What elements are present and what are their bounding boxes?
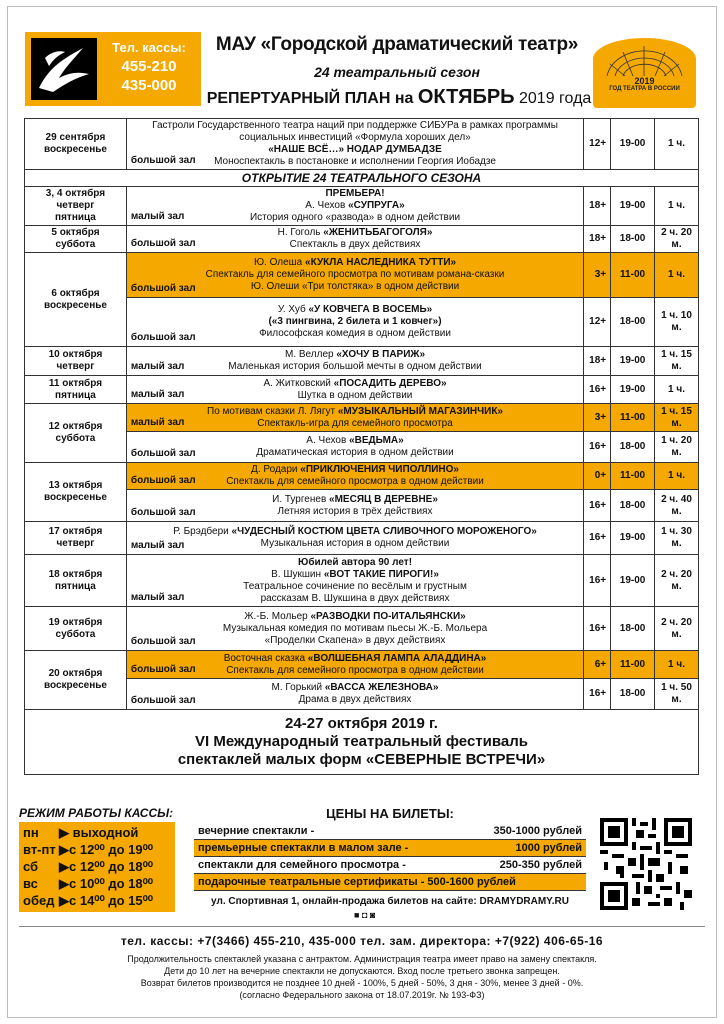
hall: большой зал: [130, 695, 196, 706]
play-title: «ХОЧУ В ПАРИЖ»: [336, 349, 426, 360]
table-row: [25, 651, 699, 679]
play-desc: Маленькая история большой мечты в одном действии: [228, 361, 482, 372]
age-cell: [584, 490, 611, 522]
note-children: Дети до 10 лет на вечерние спектакли не допускаются. Вход после третьего звонка запрещен.: [164, 966, 560, 976]
play-desc: Театральное сочинение по весёлым и грустным: [243, 580, 467, 592]
duration-cell: 1 ч. 15 м.: [655, 347, 699, 376]
play-desc: Моноспектакль в постановке и исполнении Георгия Иобадзе: [214, 156, 496, 167]
festival-name: VI Международный театральный фестиваль: [195, 733, 528, 750]
age-rating: 3+: [594, 269, 607, 280]
time-cell: 11-00: [611, 253, 655, 298]
weekday: воскресенье: [43, 680, 107, 691]
age-rating: 16+: [589, 441, 607, 452]
year-of-theatre-badge: [593, 38, 696, 108]
hours-text: ▶ выходной: [59, 825, 139, 840]
play-title: «НАШЕ ВСЁ…» НОДАР ДУМБАДЗЕ: [268, 144, 442, 155]
hours-day: вт-пт: [23, 842, 56, 857]
time-cell: 18-00: [611, 298, 655, 347]
note-duration: Продолжительность спектаклей указана с антрактом. Администрация театра имеет право на замену спектакля.: [127, 954, 597, 964]
price-row: [194, 823, 586, 840]
play-cell: [126, 253, 583, 298]
price-row: [194, 840, 586, 857]
play-cell: [126, 298, 583, 347]
date-cell: [25, 404, 127, 463]
age-rating: 12+: [589, 138, 607, 149]
date-cell: [25, 463, 127, 522]
hall: малый зал: [130, 361, 185, 372]
duration-cell: 2 ч. 20 м.: [655, 607, 699, 651]
age-cell: [584, 555, 611, 607]
play-desc: Летняя история в трёх действиях: [277, 505, 433, 517]
hours-row: [23, 841, 171, 858]
author: По мотивам сказки Л. Лягут: [207, 405, 338, 417]
theater-logo: [31, 38, 97, 100]
time-cell: 19-00: [611, 376, 655, 404]
duration-cell: 1 ч. 15 м.: [655, 404, 699, 432]
theater-title: МАУ «Городской драматический театр»: [215, 34, 579, 55]
author: У. Хуб: [277, 304, 309, 315]
hours-day: вс: [23, 876, 38, 891]
hall: большой зал: [130, 475, 196, 486]
date-cell: [25, 651, 127, 710]
author: М. Горький: [271, 682, 325, 693]
age-rating: 16+: [589, 383, 607, 395]
duration-cell: 1 ч.: [655, 119, 699, 170]
play-title: «ЖЕНИТЬБАГОГОЛЯ»: [323, 227, 433, 238]
badge-year: 2019: [634, 76, 655, 86]
play-cell: [126, 555, 583, 607]
hall: малый зал: [130, 540, 185, 551]
play-title: «У КОВЧЕГА В ВОСЕМЬ»: [308, 304, 433, 315]
play-title: «ЧУДЕСНЫЙ КОСТЮМ ЦВЕТА СЛИВОЧНОГО МОРОЖЕНОГО»: [231, 526, 537, 537]
author: Д. Родари: [251, 464, 301, 475]
date-cell: [25, 607, 127, 651]
play-cell: [126, 651, 583, 679]
play-desc: Спектакль в двух действиях: [289, 239, 421, 250]
age-cell: [584, 119, 611, 170]
theater-logo-box: [25, 32, 201, 106]
age-cell: [584, 298, 611, 347]
duration-cell: 1 ч.: [655, 253, 699, 298]
phone-2: 435-000: [121, 77, 177, 94]
date: 13 октября: [48, 480, 103, 491]
festival-dates: 24-27 октября 2019 г.: [285, 715, 438, 732]
age-rating: 16+: [589, 532, 607, 543]
hours-text: ▶с 12⁰⁰ до 18⁰⁰: [59, 859, 154, 874]
date: 29 сентября: [45, 132, 106, 143]
footer-divider: [19, 926, 705, 927]
odnoklassniki-icon[interactable]: ◙: [369, 910, 376, 920]
time-cell: 18-00: [611, 226, 655, 253]
age-rating: 18+: [589, 355, 607, 366]
author: М. Веллер: [285, 349, 337, 360]
play-heading: [127, 257, 583, 269]
duration-cell: 2 ч. 20 м.: [655, 226, 699, 253]
hours-row: [23, 824, 171, 841]
play-desc: Спектакль для семейного просмотра в одном действии: [226, 476, 484, 487]
plan-title: [200, 86, 598, 109]
social-icons: [354, 910, 375, 920]
hall: большой зал: [130, 332, 196, 343]
author: Р. Брэдбери: [173, 526, 232, 537]
table-row: [25, 187, 699, 226]
play-heading: [127, 569, 583, 581]
play-heading: [127, 349, 583, 361]
age-cell: [584, 376, 611, 404]
weekday: воскресенье: [43, 299, 107, 311]
author: А. Чехов: [305, 200, 349, 211]
table-row: [25, 522, 699, 555]
date: 6 октября: [51, 287, 100, 299]
play-desc: Драма в двух действиях: [298, 694, 412, 705]
hours-row: [23, 875, 171, 892]
play-title: «ВОТ ТАКИЕ ПИРОГИ!»: [323, 568, 439, 580]
age-rating: 16+: [589, 499, 607, 511]
date-cell: [25, 376, 127, 404]
age-rating: 18+: [589, 233, 607, 244]
hall: большой зал: [130, 448, 196, 459]
age-cell: [584, 253, 611, 298]
date: 12 октября: [48, 421, 103, 432]
play-heading: [127, 435, 583, 447]
age-rating: 16+: [589, 574, 607, 586]
age-rating: 16+: [589, 688, 607, 699]
play-cell: [126, 522, 583, 555]
play-cell: [126, 347, 583, 376]
hall: большой зал: [130, 238, 196, 249]
play-title: «СУПРУГА»: [348, 200, 405, 211]
hall: малый зал: [130, 389, 185, 400]
plan-year: 2019 года: [514, 90, 592, 107]
play-heading: [127, 378, 583, 390]
hours-day: обед: [23, 893, 55, 908]
time-cell: 18-00: [611, 679, 655, 710]
box-office-heading: РЕЖИМ РАБОТЫ КАССЫ:: [19, 806, 174, 820]
hall: малый зал: [130, 211, 185, 222]
weekday: пятница: [55, 580, 96, 592]
time-cell: 19-00: [611, 347, 655, 376]
time-cell: 18-00: [611, 432, 655, 463]
phone-block: [101, 38, 197, 95]
phone-1: 455-210: [121, 58, 177, 75]
note-refund: Возврат билетов производится не позднее 10 дней - 100%, 5 дней - 50%, 3 дня - 30%, менее 3 дней - 0%.: [140, 978, 584, 988]
play-heading: [127, 682, 583, 694]
play-desc-2: рассказам В. Шукшина в двух действиях: [260, 592, 450, 604]
play-desc: Спектакль для семейного просмотра по мотивам романа-сказки: [205, 269, 505, 280]
date: 20 октября: [48, 668, 103, 679]
season-opening: ОТКРЫТИЕ 24 ТЕАТРАЛЬНОГО СЕЗОНА: [25, 170, 699, 187]
hall: большой зал: [130, 507, 196, 518]
play-cell: [126, 187, 583, 226]
festival-cell: [25, 710, 699, 775]
play-title: «ВАССА ЖЕЛЕЗНОВА»: [324, 682, 439, 693]
hall: большой зал: [130, 664, 196, 675]
plan-month: ОКТЯБРЬ: [417, 86, 515, 108]
hours-day: сб: [23, 859, 39, 874]
play-heading: [127, 304, 583, 316]
play-cell: [126, 376, 583, 404]
play-title: «ВОЛШЕБНАЯ ЛАМПА АЛАДДИНА»: [307, 652, 487, 664]
play-heading: [127, 494, 583, 506]
author: Н. Гоголь: [277, 227, 324, 238]
age-cell: [584, 404, 611, 432]
play-desc: Шутка в одном действии: [297, 389, 413, 401]
tour-line-2: социальных инвестиций «Формула хороших дел»: [239, 132, 471, 143]
duration-cell: 1 ч. 30 м.: [655, 522, 699, 555]
price-row: [194, 874, 586, 891]
table-row: [25, 404, 699, 432]
table-row: [25, 555, 699, 607]
age-cell: [584, 187, 611, 226]
age-cell: [584, 651, 611, 679]
author: В. Шукшин: [271, 568, 324, 580]
hall: большой зал: [130, 283, 196, 294]
duration-cell: 2 ч. 20 м.: [655, 555, 699, 607]
table-row: [25, 226, 699, 253]
age-rating: 18+: [589, 200, 607, 211]
play-desc: Музыкальная комедия по мотивам пьесы Ж.-Б. Мольера: [222, 622, 488, 634]
play-title: «ПОСАДИТЬ ДЕРЕВО»: [333, 377, 447, 389]
table-row: [25, 253, 699, 298]
table-row: [25, 376, 699, 404]
date-cell: [25, 253, 127, 347]
table-row: [25, 119, 699, 170]
date-cell: [25, 555, 127, 607]
badge-text: ГОД ТЕАТРА В РОССИИ: [609, 86, 680, 92]
duration-cell: 2 ч. 40 м.: [655, 490, 699, 522]
play-desc: Драматическая история в одном действии: [256, 447, 454, 458]
duration-cell: 1 ч. 20 м.: [655, 432, 699, 463]
hours-text: ▶с 10⁰⁰ до 18⁰⁰: [59, 876, 154, 891]
play-cell: [126, 119, 583, 170]
date-cell: [25, 119, 127, 170]
festival-subtitle: спектаклей малых форм «СЕВЕРНЫЕ ВСТРЕЧИ»: [177, 751, 546, 768]
weekday: суббота: [55, 433, 96, 444]
play-desc: Философская комедия в одном действии: [259, 328, 451, 339]
weekday: четверг: [56, 361, 95, 372]
play-cell: [126, 432, 583, 463]
age-rating: 0+: [594, 470, 607, 481]
weekday: суббота: [55, 628, 96, 640]
age-rating: 12+: [589, 316, 607, 327]
age-cell: [584, 347, 611, 376]
author: А. Чехов: [306, 435, 350, 446]
weekday: четверг: [56, 538, 95, 549]
premiere-label: ПРЕМЬЕРА!: [325, 188, 385, 199]
time-cell: 19-00: [611, 119, 655, 170]
duration-cell: 1 ч.: [655, 463, 699, 490]
instagram-icon[interactable]: ◘: [361, 910, 368, 920]
time-cell: 11-00: [611, 651, 655, 679]
play-title: «РАЗВОДКИ ПО-ИТАЛЬЯНСКИ»: [310, 610, 466, 622]
duration-cell: 1 ч. 50 м.: [655, 679, 699, 710]
hours-text: ▶с 12⁰⁰ до 19⁰⁰: [59, 842, 154, 857]
play-desc: Музыкальная история в одном действии: [260, 538, 450, 549]
play-title: «МУЗЫКАЛЬНЫЙ МАГАЗИНЧИК»: [337, 405, 503, 417]
time-cell: 19-00: [611, 555, 655, 607]
play-title: «МЕСЯЦ В ДЕРЕВНЕ»: [329, 493, 438, 505]
weekday: четверг: [56, 200, 95, 211]
date: 17 октября: [48, 526, 103, 537]
anniversary-label: Юбилей автора 90 лет!: [298, 556, 413, 568]
date: 3, 4 октября: [45, 188, 106, 199]
note-law: (согласно Федерального закона от 18.07.2019г. № 193-ФЗ): [239, 990, 485, 1000]
play-cell: [126, 404, 583, 432]
date: 5 октября: [51, 227, 100, 238]
play-cell: [126, 463, 583, 490]
age-cell: [584, 432, 611, 463]
prices-heading: ЦЕНЫ НА БИЛЕТЫ:: [326, 806, 454, 821]
table-row: [25, 607, 699, 651]
table-row: [25, 490, 699, 522]
qr-code[interactable]: [600, 818, 692, 910]
hours-text: ▶с 14⁰⁰ до 15⁰⁰: [59, 893, 154, 908]
play-heading: [127, 653, 583, 665]
duration-cell: 1 ч.: [655, 376, 699, 404]
time-cell: 11-00: [611, 404, 655, 432]
price-label: вечерние спектакли -: [198, 825, 315, 837]
duration-cell: 1 ч.: [655, 187, 699, 226]
weekday: воскресенье: [43, 144, 107, 155]
play-title: «ПРИКЛЮЧЕНИЯ ЧИПОЛЛИНО»: [300, 464, 459, 475]
time-cell: 19-00: [611, 522, 655, 555]
date: 11 октября: [48, 377, 103, 389]
plan-prefix: РЕПЕРТУАРНЫЙ ПЛАН на: [206, 90, 418, 107]
repertoire-table: [24, 118, 699, 775]
play-desc: История одного «развода» в одном действии: [249, 212, 461, 223]
play-cell: [126, 226, 583, 253]
duration-cell: 1 ч.: [655, 651, 699, 679]
age-rating: 16+: [589, 622, 607, 634]
play-heading: [127, 200, 583, 212]
weekday-2: пятница: [55, 212, 96, 223]
festival-row: [25, 710, 699, 775]
section-row: [25, 170, 699, 187]
age-cell: [584, 607, 611, 651]
play-heading: [127, 406, 583, 418]
date: 19 октября: [48, 616, 103, 628]
season-title: 24 театральный сезон: [314, 64, 480, 80]
hall: малый зал: [130, 417, 185, 428]
date: 10 октября: [48, 349, 103, 360]
price-label: спектакли для семейного просмотра -: [198, 859, 406, 871]
vk-icon[interactable]: ■: [354, 910, 360, 920]
play-title: «КУКЛА НАСЛЕДНИКА ТУТТИ»: [305, 257, 457, 268]
hours-row: [23, 892, 171, 909]
hours-day: пн: [23, 825, 39, 840]
table-row: [25, 347, 699, 376]
price-value: 250-350 рублей: [499, 859, 582, 871]
author: А. Житковский: [263, 377, 334, 389]
play-heading: [127, 611, 583, 623]
age-cell: [584, 226, 611, 253]
table-row: [25, 679, 699, 710]
price-value: 350-1000 рублей: [493, 825, 582, 837]
phone-label: Тел. кассы:: [112, 40, 186, 55]
play-subtitle: («3 пингвина, 2 билета и 1 ковчег»): [268, 316, 442, 327]
hall: большой зал: [130, 155, 196, 166]
time-cell: 18-00: [611, 490, 655, 522]
prices-list: [194, 823, 586, 891]
table-row: [25, 298, 699, 347]
hours-row: [23, 858, 171, 875]
play-desc-2: «Проделки Скапена» в двух действиях: [264, 634, 446, 646]
date-cell: [25, 187, 127, 226]
price-value: 1000 рублей: [515, 842, 582, 854]
table-row: [25, 463, 699, 490]
weekday: пятница: [55, 389, 96, 401]
age-cell: [584, 522, 611, 555]
author: Ю. Олеша: [253, 257, 306, 268]
date-cell: [25, 522, 127, 555]
price-row: [194, 857, 586, 874]
play-cell: [126, 490, 583, 522]
hall: малый зал: [130, 592, 185, 603]
time-cell: 18-00: [611, 607, 655, 651]
play-desc: Спектакль для семейного просмотра в одном действии: [226, 664, 484, 676]
age-rating: 3+: [594, 411, 607, 423]
date: 18 октября: [48, 568, 103, 580]
table-row: [25, 432, 699, 463]
author: Восточная сказка: [223, 652, 308, 664]
weekday: воскресенье: [43, 492, 107, 503]
date-cell: [25, 347, 127, 376]
age-cell: [584, 463, 611, 490]
hall: большой зал: [130, 636, 196, 647]
author: И. Тургенев: [272, 493, 330, 505]
play-cell: [126, 679, 583, 710]
price-label: подарочные театральные сертификаты - 500-1600 рублей: [198, 876, 516, 888]
price-label: премьерные спектакли в малом зале -: [198, 842, 409, 854]
time-cell: 11-00: [611, 463, 655, 490]
tour-line-1: Гастроли Государственного театра наций при поддержке СИБУРа в рамках программы: [152, 120, 558, 131]
play-title: «ВЕДЬМА»: [349, 435, 404, 446]
play-heading: [127, 526, 583, 538]
box-office-hours: [19, 822, 175, 912]
address-line: ул. Спортивная 1, онлайн-продажа билетов на сайте: DRAMYDRAMY.RU: [211, 896, 569, 907]
play-desc: Спектакль-игра для семейного просмотра: [257, 417, 453, 429]
weekday: суббота: [55, 239, 96, 250]
date-cell: [25, 226, 127, 253]
play-cell: [126, 607, 583, 651]
author: Ж.-Б. Мольер: [244, 610, 311, 622]
time-cell: 19-00: [611, 187, 655, 226]
age-cell: [584, 679, 611, 710]
age-rating: 6+: [594, 658, 607, 670]
play-desc-2: Ю. Олеши «Три толстяка» в одном действии: [250, 281, 460, 292]
duration-cell: 1 ч. 10 м.: [655, 298, 699, 347]
contacts-line: тел. кассы: +7(3466) 455-210, 435-000 тел. зам. директора: +7(922) 406-65-16: [120, 934, 604, 948]
